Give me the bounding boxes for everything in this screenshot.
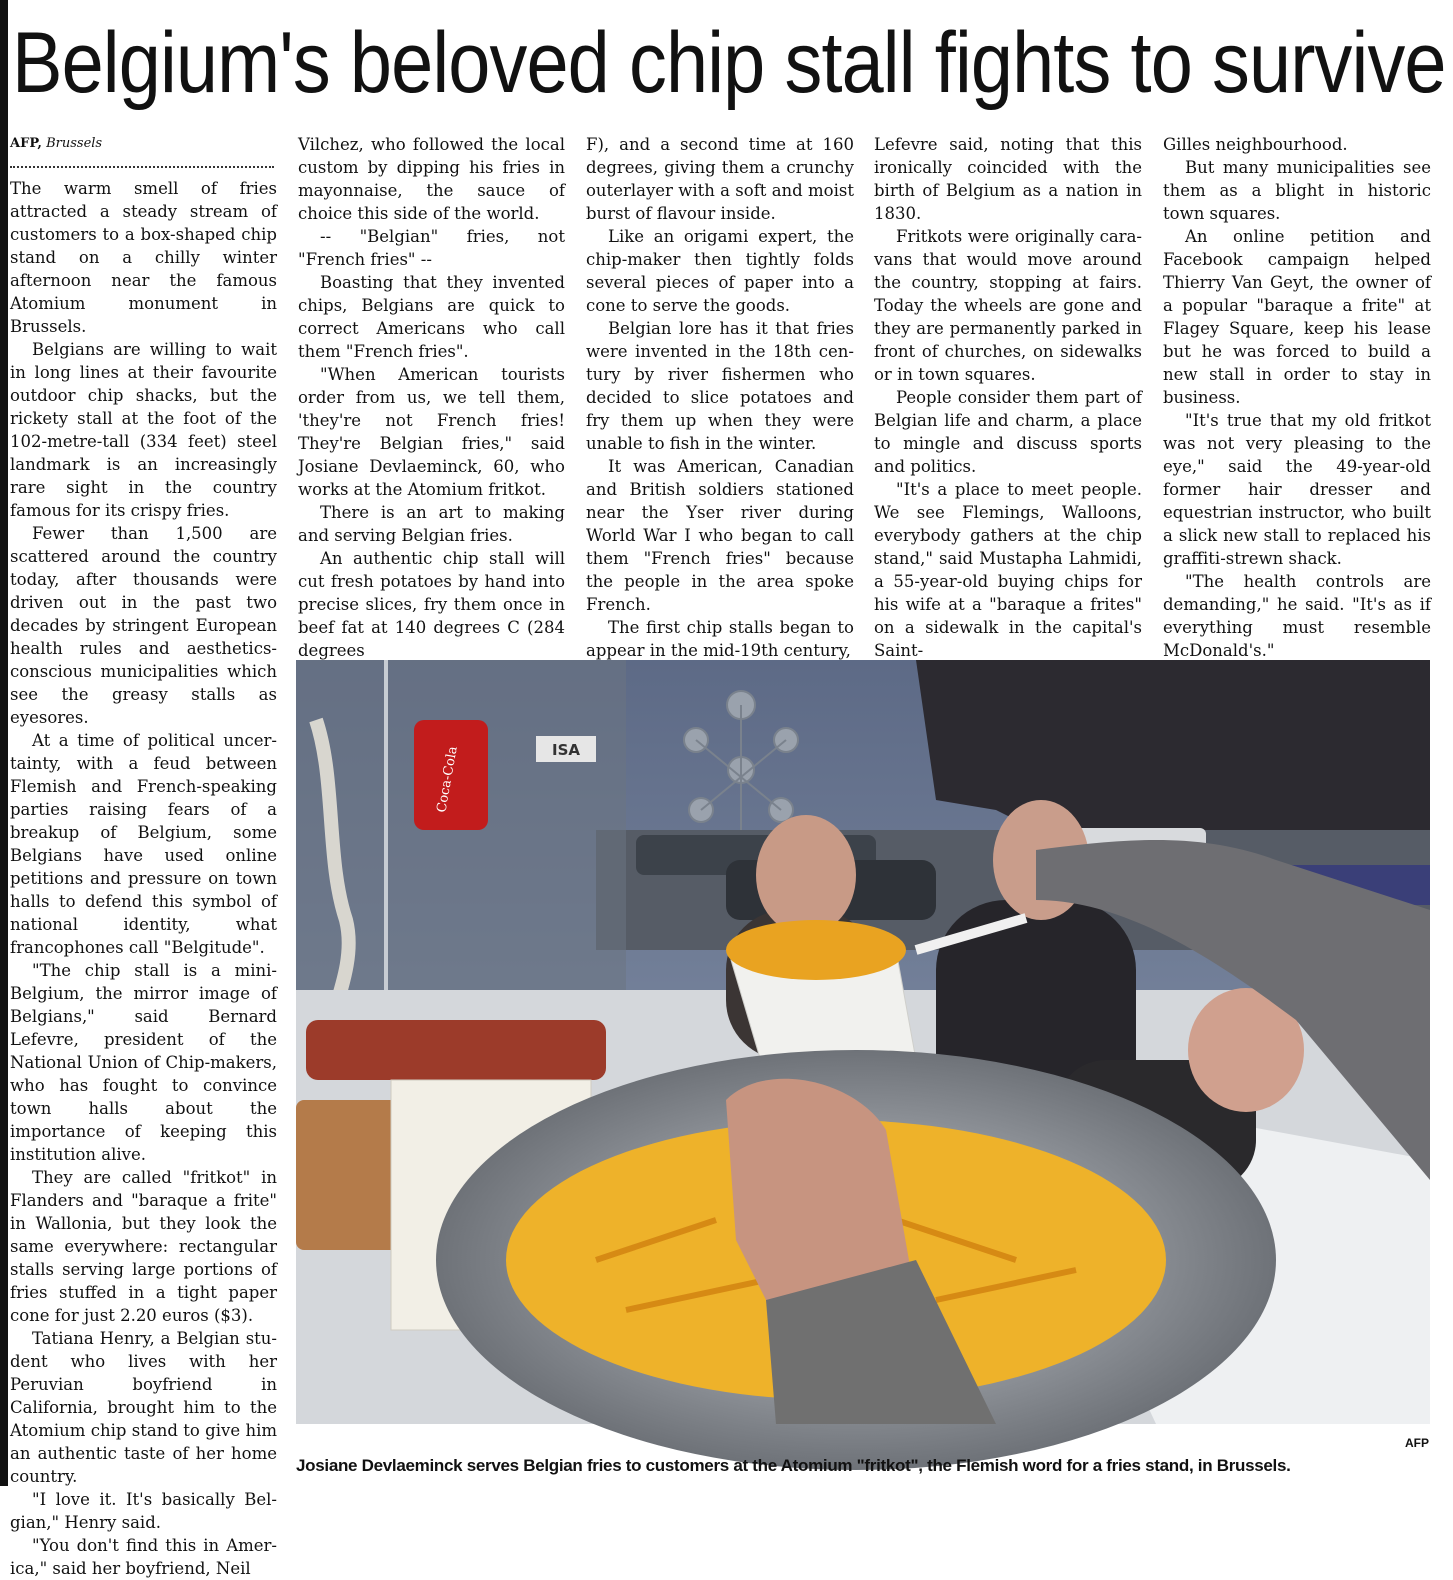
article-column-3 <box>586 133 854 660</box>
article-paragraph: F), and a second time at 160 degrees, giving them a crunchy outerlayer with a soft and moist burst of flavour inside. <box>586 135 854 223</box>
article-paragraph: The warm smell of fries attracted a steady stream of customers to a box-shaped chip stand on a chilly winter afternoon near the famous Atomium monument in Brussels. <box>10 179 277 336</box>
photo-caption: Josiane Devlaeminck serves Belgian fries to customers at the Atomium "fritkot", the Flemish word for a fries stand, in Brussels. <box>296 1456 1291 1475</box>
byline-dotted-rule <box>10 158 274 168</box>
article-column-2 <box>298 133 565 660</box>
article-paragraph: "When American tourists order from us, we tell them, 'they're not French fries! They're Belgian fries," said Josiane Devlaeminck, 60, who works at the Atomium fritkot. <box>298 365 565 499</box>
byline-place: Brussels <box>46 136 103 151</box>
article-paragraph: At a time of political uncertainty, with a feud between Flemish and French-speaking parties raising fears of a breakup of Belgium, some Belgians have used online petitions and pressure on town halls to defend this symbol of national identity, what francophones call "Belgitude". <box>10 731 277 957</box>
photo-credit: AFP <box>1405 1436 1429 1450</box>
article-paragraph: Gilles neighbourhood. <box>1163 135 1348 154</box>
article-paragraph: "You don't find this in America," said her boyfriend, Neil <box>10 1536 277 1578</box>
article-column-1 <box>10 177 277 1578</box>
article-paragraph: Tatiana Henry, a Belgian student who lives with her Peruvian boyfriend in California, brought him to the Atomium chip stand to give him an authentic taste of her home country. <box>10 1329 277 1486</box>
article-paragraph: Like an origami expert, the chip-maker then tightly folds several pieces of paper into a cone to serve the goods. <box>586 227 854 315</box>
photo-illustration <box>296 660 1430 1424</box>
article-paragraph: "The chip stall is a mini-Belgium, the mirror image of Belgians," said Bernard Lefevre, president of the National Union of Chip-makers, who has fought to convince town halls about the importance of keeping this institution alive. <box>10 961 277 1164</box>
article-paragraph: Fritkots were originally caravans that would move around the country, stopping at fairs. Today the wheels are gone and they are permanently parked in front of churches, on sidewalks or in town squares. <box>874 227 1142 384</box>
headline: Belgium's beloved chip stall fights to survive <box>12 15 1446 111</box>
byline <box>10 136 102 152</box>
coke-can <box>414 720 488 830</box>
article-paragraph: The first chip stalls began to appear in the mid-19th century, <box>586 618 854 660</box>
article-paragraph: But many municipalities see them as a blight in historic town squares. <box>1163 158 1431 223</box>
article-paragraph: Lefevre said, noting that this ironically coincided with the birth of Belgium as a nation in 1830. <box>874 135 1142 223</box>
article-column-5 <box>1163 133 1431 660</box>
article-paragraph: "It's a place to meet people. We see Flemings, Walloons, everybody gathers at the chip stand," said Mustapha Lahmidi, a 55-year-old buying chips for his wife at a "baraque a frites" on a sidewalk in the capital's Saint- <box>874 480 1142 660</box>
article-paragraph: "The health controls are demanding," he said. "It's as if everything must resemble McDonald's." <box>1163 572 1431 660</box>
article-paragraph: They are called "fritkot" in Flanders and "baraque a frite" in Wallonia, but they look the same everywhere: rectangular stalls serving large portions of fries stuffed in a tight paper cone for just 2.20 euros ($3). <box>10 1168 277 1325</box>
sign-text: ISA <box>552 741 580 759</box>
article-paragraph: Boasting that they invented chips, Belgians are quick to correct Americans who call them "French fries". <box>298 273 565 361</box>
article-paragraph: People consider them part of Belgian life and charm, a place to mingle and discuss sports and politics. <box>874 388 1142 476</box>
sausages <box>306 1020 606 1080</box>
article-paragraph: An authentic chip stall will cut fresh potatoes by hand into precise slices, fry them once in beef fat at 140 degrees C (284 degrees <box>298 549 565 660</box>
article-paragraph: -- "Belgian" fries, not "French fries" -- <box>298 227 565 269</box>
coke-can-label: Coca-Cola <box>434 745 461 814</box>
article-paragraph: It was American, Canadian and British soldiers stationed near the Yser river during World War I who began to call them "French fries" because the people in the area spoke French. <box>586 457 854 614</box>
article-paragraph: Fewer than 1,500 are scattered around the country today, after thousands were driven out in the past two decades by stringent European health rules and aesthetics-conscious municipalities which see the greasy stalls as eyesores. <box>10 524 277 727</box>
article-paragraph: "I love it. It's basically Belgian," Henry said. <box>10 1490 277 1532</box>
left-border-rule <box>0 0 8 1486</box>
article-photo <box>296 660 1430 1424</box>
article-paragraph: An online petition and Facebook campaign helped Thierry Van Geyt, the owner of a popular "baraque a frite" at Flagey Square, keep his lease but he was forced to build a new stall in order to stay in business. <box>1163 227 1431 407</box>
byline-agency: AFP, <box>10 136 42 151</box>
article-paragraph: There is an art to making and serving Belgian fries. <box>298 503 565 545</box>
article-paragraph: Belgian lore has it that fries were invented in the 18th century by river fishermen who decided to slice potatoes and fry them up when they were unable to fish in the winter. <box>586 319 854 453</box>
article-paragraph: Vilchez, who followed the local custom by dipping his fries in mayonnaise, the sauce of choice this side of the world. <box>298 135 565 223</box>
article-paragraph: "It's true that my old fritkot was not very pleasing to the eye," said the 49-year-old former hair dresser and equestrian instructor, who built a slick new stall to replaced his graffiti-strewn shack. <box>1163 411 1431 568</box>
article-column-4 <box>874 133 1142 660</box>
article-paragraph: Belgians are willing to wait in long lines at their favourite outdoor chip shacks, but the rickety stall at the foot of the 102-metre-tall (334 feet) steel landmark is an increasingly rare sight in the country famous for its crispy fries. <box>10 340 277 520</box>
